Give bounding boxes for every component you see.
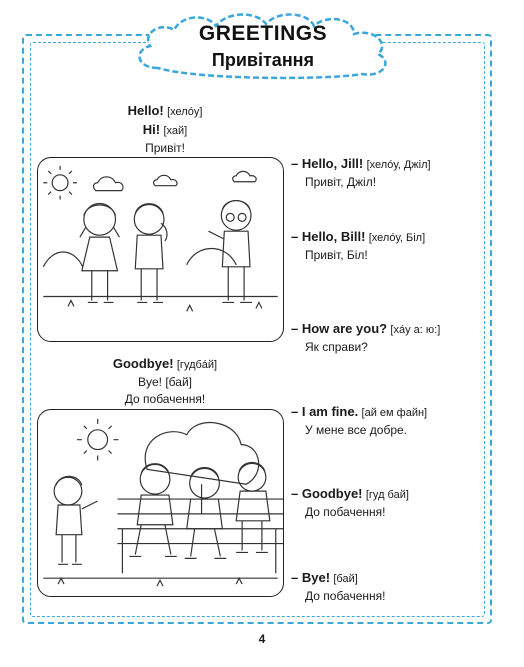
phrase-goodbye-ua: До побачення! bbox=[305, 505, 386, 519]
picture-children-bench bbox=[37, 409, 284, 597]
phrase-bye-en: – Bye! bbox=[291, 570, 331, 585]
goodbye-transcription: [гудбáй] bbox=[176, 359, 218, 371]
phrase-hello-jill-tr: [хелóу, Джіл] bbox=[366, 159, 431, 171]
mid-greeting-block bbox=[80, 355, 250, 408]
children-bench-illustration bbox=[38, 410, 283, 596]
top-greeting-translation: Привіт! bbox=[145, 141, 185, 155]
phrase-bye-ua: До побачення! bbox=[305, 589, 386, 603]
mid-greeting-translation: До побачення! bbox=[124, 392, 206, 406]
bye-transcription: [бай] bbox=[165, 375, 192, 389]
phrase-hello-jill-en: – Hello, Jill! bbox=[291, 156, 364, 171]
phrase-i-am-fine-tr: [ай ем файн] bbox=[361, 407, 428, 419]
top-greeting-block bbox=[95, 102, 235, 157]
phrase-hello-bill bbox=[291, 228, 425, 264]
hello-transcription: [хелóу] bbox=[167, 106, 203, 118]
phrase-hello-jill-ua: Привіт, Джіл! bbox=[305, 175, 377, 189]
phrase-i-am-fine bbox=[291, 403, 427, 439]
phrase-bye bbox=[291, 569, 385, 605]
phrase-hello-bill-ua: Привіт, Біл! bbox=[305, 248, 368, 262]
phrase-i-am-fine-ua: У мене все добре. bbox=[305, 423, 407, 437]
page-subtitle: Привітання bbox=[211, 50, 315, 70]
phrase-bye-tr: [бай] bbox=[333, 573, 358, 585]
phrase-goodbye-tr: [гуд бай] bbox=[365, 489, 409, 501]
phrase-hello-jill bbox=[291, 155, 431, 191]
bye-word: Bye! bbox=[137, 375, 162, 389]
page-title: GREETINGS bbox=[198, 22, 328, 45]
picture-children-greeting bbox=[37, 157, 284, 342]
phrase-goodbye-en: – Goodbye! bbox=[291, 486, 363, 501]
phrase-how-are-you-tr: [хáу а: ю:] bbox=[390, 324, 441, 336]
phrase-how-are-you-ua: Як справи? bbox=[305, 340, 368, 354]
phrase-how-are-you-en: – How are you? bbox=[291, 321, 388, 336]
phrase-goodbye bbox=[291, 485, 409, 521]
children-greeting-illustration bbox=[38, 158, 283, 341]
hi-word: Hi! bbox=[142, 122, 161, 137]
phrase-hello-bill-en: – Hello, Bill! bbox=[291, 229, 366, 244]
phrase-i-am-fine-en: – I am fine. bbox=[291, 404, 359, 419]
hello-word: Hello! bbox=[127, 103, 164, 118]
phrase-how-are-you bbox=[291, 320, 440, 356]
hi-transcription: [хай] bbox=[163, 125, 188, 137]
page-number: 4 bbox=[258, 632, 266, 646]
phrase-hello-bill-tr: [хелóу, Біл] bbox=[368, 232, 426, 244]
goodbye-word: Goodbye! bbox=[112, 356, 174, 371]
